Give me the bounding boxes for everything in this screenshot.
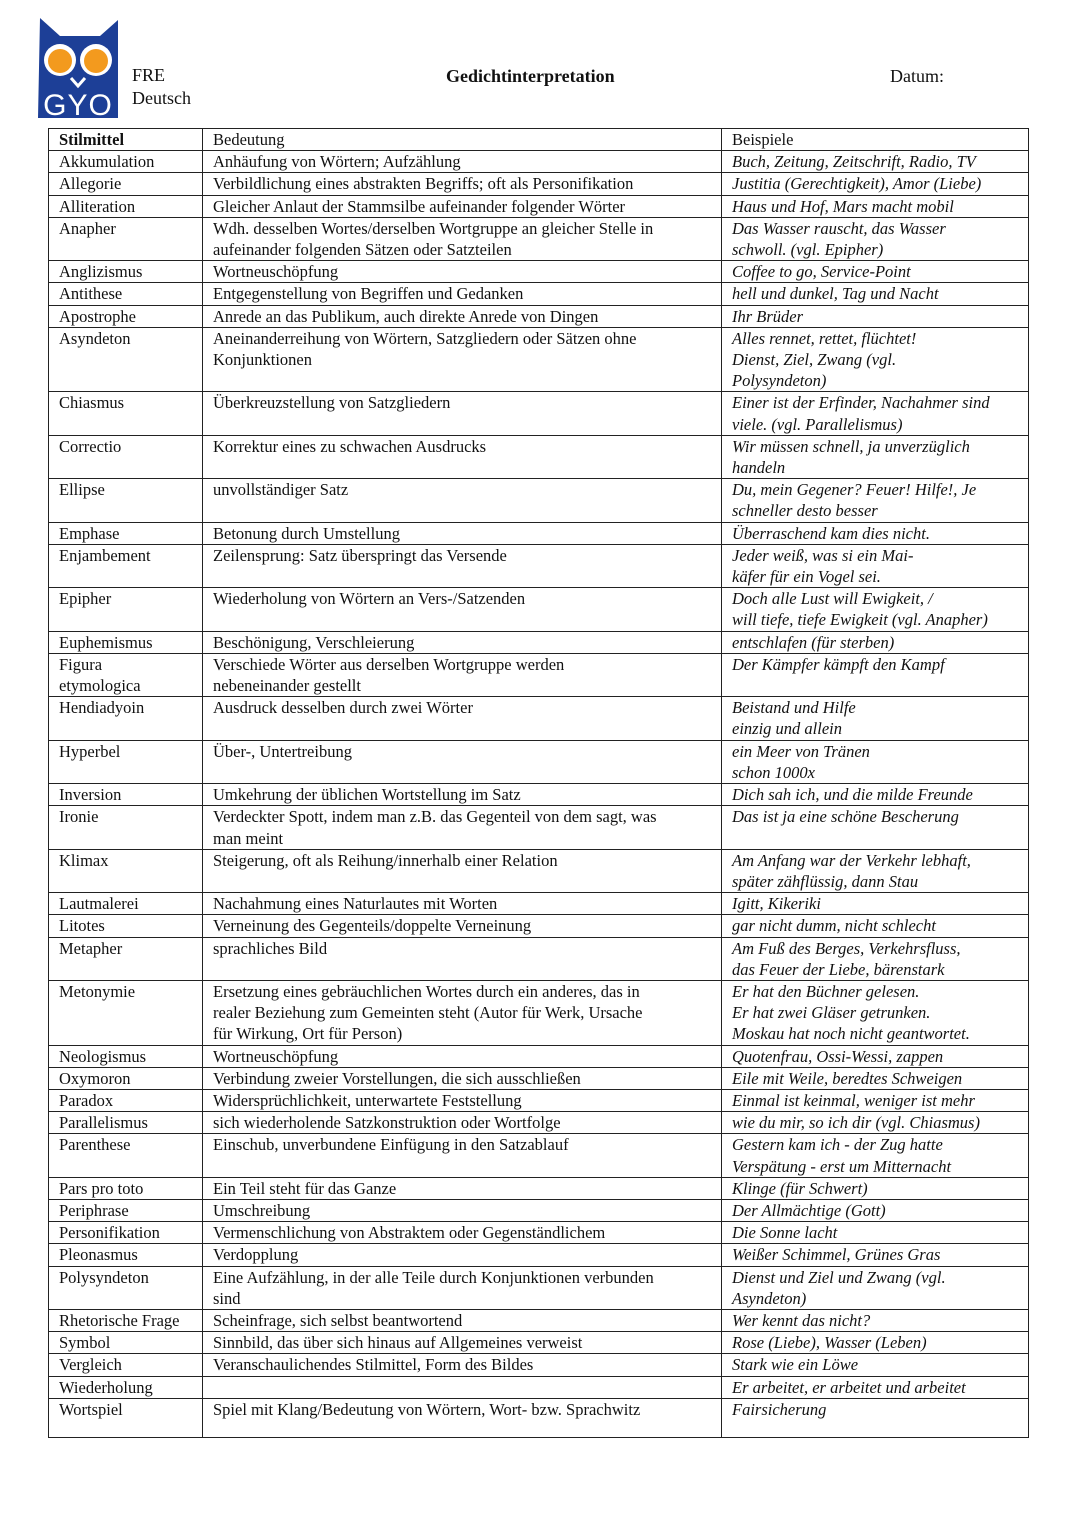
table-row [49, 1045, 1029, 1067]
beispiel-cell: Alles rennet, rettet, flüchtet! Dienst, Ziel, Zwang (vgl. Polysyndeton) [722, 327, 1029, 392]
table-row [49, 1309, 1029, 1331]
bedeutung-cell: Vermenschlichung von Abstraktem oder Gegenständlichem [203, 1222, 722, 1244]
table-row [49, 544, 1029, 587]
date-label: Datum: [890, 66, 944, 86]
table-row [49, 522, 1029, 544]
school-logo [38, 18, 122, 118]
stilmittel-cell: Parallelismus [49, 1112, 203, 1134]
stilmittel-cell: Hendiadyoin [49, 697, 203, 740]
stilmittel-cell: Wortspiel [49, 1398, 203, 1437]
bedeutung-cell: Spiel mit Klang/Bedeutung von Wörtern, Wort- bzw. Sprachwitz [203, 1398, 722, 1437]
owl-logo-icon [38, 18, 122, 118]
bedeutung-cell: Sinnbild, das über sich hinaus auf Allgemeines verweist [203, 1332, 722, 1354]
bedeutung-cell: sprachliches Bild [203, 937, 722, 980]
stilmittel-cell: Allegorie [49, 173, 203, 195]
bedeutung-cell: Anrede an das Publikum, auch direkte Anrede von Dingen [203, 305, 722, 327]
stilmittel-cell: Parenthese [49, 1134, 203, 1177]
bedeutung-cell: Beschönigung, Verschleierung [203, 631, 722, 653]
stilmittel-cell: Vergleich [49, 1354, 203, 1376]
stilmittel-cell: Figura etymologica [49, 653, 203, 696]
table-header-row [49, 129, 1029, 151]
stilmittel-cell: Wiederholung [49, 1376, 203, 1398]
stilmittel-cell: Neologismus [49, 1045, 203, 1067]
bedeutung-cell: Verbindung zweier Vorstellungen, die sich ausschließen [203, 1067, 722, 1089]
table-row [49, 195, 1029, 217]
stilmittel-cell: Inversion [49, 784, 203, 806]
table-row [49, 631, 1029, 653]
table-row [49, 261, 1029, 283]
bedeutung-cell: Ausdruck desselben durch zwei Wörter [203, 697, 722, 740]
beispiel-cell: ein Meer von Tränen schon 1000x [722, 740, 1029, 783]
beispiel-cell: Die Sonne lacht [722, 1222, 1029, 1244]
table-row [49, 588, 1029, 631]
table-row [49, 1089, 1029, 1111]
bedeutung-cell: Steigerung, oft als Reihung/innerhalb einer Relation [203, 849, 722, 892]
bedeutung-cell: Überkreuzstellung von Satzgliedern [203, 392, 722, 435]
bedeutung-cell: Widersprüchlichkeit, unterwartete Feststellung [203, 1089, 722, 1111]
stilmittel-cell: Anapher [49, 217, 203, 260]
stilmittel-cell: Ironie [49, 806, 203, 849]
table-row [49, 1376, 1029, 1398]
stilmittel-cell: Paradox [49, 1089, 203, 1111]
table-row [49, 1244, 1029, 1266]
beispiel-cell: Das Wasser rauscht, das Wasser schwoll. (vgl. Epipher) [722, 217, 1029, 260]
bedeutung-cell [203, 1376, 722, 1398]
beispiel-cell: Du, mein Gegener? Feuer! Hilfe!, Je schneller desto besser [722, 479, 1029, 522]
bedeutung-cell: Wortneuschöpfung [203, 261, 722, 283]
column-header-stilmittel: Stilmittel [49, 129, 203, 151]
bedeutung-cell: Scheinfrage, sich selbst beantwortend [203, 1309, 722, 1331]
bedeutung-cell: Anhäufung von Wörtern; Aufzählung [203, 151, 722, 173]
table-row [49, 151, 1029, 173]
stilmittel-cell: Anglizismus [49, 261, 203, 283]
table-row [49, 173, 1029, 195]
beispiel-cell: Gestern kam ich - der Zug hatte Verspätung - erst um Mitternacht [722, 1134, 1029, 1177]
bedeutung-cell: Nachahmung eines Naturlautes mit Worten [203, 893, 722, 915]
table-row [49, 806, 1029, 849]
stilmittel-cell: Pars pro toto [49, 1177, 203, 1199]
beispiel-cell: Der Allmächtige (Gott) [722, 1199, 1029, 1221]
beispiel-cell: Doch alle Lust will Ewigkeit, / will tiefe, tiefe Ewigkeit (vgl. Anapher) [722, 588, 1029, 631]
beispiel-cell: Überraschend kam dies nicht. [722, 522, 1029, 544]
beispiel-cell: Das ist ja eine schöne Bescherung [722, 806, 1029, 849]
beispiel-cell: Jeder weiß, was si ein Mai- käfer für ein Vogel sei. [722, 544, 1029, 587]
stilmittel-cell: Akkumulation [49, 151, 203, 173]
beispiel-cell: Er hat den Büchner gelesen. Er hat zwei Gläser getrunken. Moskau hat noch nicht geantwortet. [722, 980, 1029, 1045]
svg-text:GYO: GYO [43, 89, 113, 118]
table-row [49, 435, 1029, 478]
stilmittel-cell: Euphemismus [49, 631, 203, 653]
beispiel-cell: Wer kennt das nicht? [722, 1309, 1029, 1331]
stilmittel-cell: Chiasmus [49, 392, 203, 435]
beispiel-cell: Wir müssen schnell, ja unverzüglich handeln [722, 435, 1029, 478]
header-subject [132, 64, 191, 110]
stilmittel-cell: Periphrase [49, 1199, 203, 1221]
bedeutung-cell: Verbildlichung eines abstrakten Begriffs; oft als Personifikation [203, 173, 722, 195]
beispiel-cell: Fairsicherung [722, 1398, 1029, 1437]
table-row [49, 740, 1029, 783]
stilmittel-cell: Antithese [49, 283, 203, 305]
table-row [49, 1177, 1029, 1199]
bedeutung-cell: Verdopplung [203, 1244, 722, 1266]
header-line-2: Deutsch [132, 88, 191, 108]
bedeutung-cell: Über-, Untertreibung [203, 740, 722, 783]
beispiel-cell: Haus und Hof, Mars macht mobil [722, 195, 1029, 217]
table-row [49, 849, 1029, 892]
table-row [49, 1134, 1029, 1177]
bedeutung-cell: Verdeckter Spott, indem man z.B. das Gegenteil von dem sagt, was man meint [203, 806, 722, 849]
beispiel-cell: gar nicht dumm, nicht schlecht [722, 915, 1029, 937]
stilmittel-cell: Emphase [49, 522, 203, 544]
beispiel-cell: Quotenfrau, Ossi-Wessi, zappen [722, 1045, 1029, 1067]
table-row [49, 1332, 1029, 1354]
bedeutung-cell: Betonung durch Umstellung [203, 522, 722, 544]
table-row [49, 1112, 1029, 1134]
bedeutung-cell: Eine Aufzählung, in der alle Teile durch Konjunktionen verbunden sind [203, 1266, 722, 1309]
stilmittel-cell: Oxymoron [49, 1067, 203, 1089]
table-row [49, 937, 1029, 980]
stilmittel-cell: Pleonasmus [49, 1244, 203, 1266]
stilmittel-cell: Symbol [49, 1332, 203, 1354]
beispiel-cell: Er arbeitet, er arbeitet und arbeitet [722, 1376, 1029, 1398]
bedeutung-cell: Korrektur eines zu schwachen Ausdrucks [203, 435, 722, 478]
stilmittel-cell: Metapher [49, 937, 203, 980]
stilmittel-cell: Metonymie [49, 980, 203, 1045]
stilmittel-cell: Enjambement [49, 544, 203, 587]
table-row [49, 915, 1029, 937]
stilmittel-cell: Klimax [49, 849, 203, 892]
beispiel-cell: Einer ist der Erfinder, Nachahmer sind viele. (vgl. Parallelismus) [722, 392, 1029, 435]
beispiel-cell: Einmal ist keinmal, weniger ist mehr [722, 1089, 1029, 1111]
table-row [49, 283, 1029, 305]
table-row [49, 980, 1029, 1045]
stilmittel-cell: Polysyndeton [49, 1266, 203, 1309]
table-row [49, 784, 1029, 806]
beispiel-cell: entschlafen (für sterben) [722, 631, 1029, 653]
beispiel-cell: Stark wie ein Löwe [722, 1354, 1029, 1376]
table-row [49, 479, 1029, 522]
bedeutung-cell: Einschub, unverbundene Einfügung in den Satzablauf [203, 1134, 722, 1177]
bedeutung-cell: Gleicher Anlaut der Stammsilbe aufeinander folgender Wörter [203, 195, 722, 217]
table-row [49, 1067, 1029, 1089]
stilmittel-cell: Rhetorische Frage [49, 1309, 203, 1331]
stilmittel-cell: Hyperbel [49, 740, 203, 783]
table-row [49, 653, 1029, 696]
beispiel-cell: Am Anfang war der Verkehr lebhaft, später zähflüssig, dann Stau [722, 849, 1029, 892]
beispiel-cell: Buch, Zeitung, Zeitschrift, Radio, TV [722, 151, 1029, 173]
bedeutung-cell: unvollständiger Satz [203, 479, 722, 522]
stilmittel-table [48, 128, 1029, 1438]
bedeutung-cell: Umkehrung der üblichen Wortstellung im Satz [203, 784, 722, 806]
stilmittel-cell: Ellipse [49, 479, 203, 522]
table-row [49, 1398, 1029, 1437]
column-header-beispiele: Beispiele [722, 129, 1029, 151]
beispiel-cell: Der Kämpfer kämpft den Kampf [722, 653, 1029, 696]
stilmittel-cell: Lautmalerei [49, 893, 203, 915]
beispiel-cell: Dich sah ich, und die milde Freunde [722, 784, 1029, 806]
beispiel-cell: Dienst und Ziel und Zwang (vgl. Asyndeton) [722, 1266, 1029, 1309]
table-row [49, 392, 1029, 435]
beispiel-cell: Beistand und Hilfe einzig und allein [722, 697, 1029, 740]
beispiel-cell: Rose (Liebe), Wasser (Leben) [722, 1332, 1029, 1354]
stilmittel-cell: Apostrophe [49, 305, 203, 327]
beispiel-cell: Klinge (für Schwert) [722, 1177, 1029, 1199]
header-line-1: FRE [132, 65, 166, 85]
stilmittel-cell: Asyndeton [49, 327, 203, 392]
bedeutung-cell: Verneinung des Gegenteils/doppelte Verneinung [203, 915, 722, 937]
table-row [49, 1199, 1029, 1221]
beispiel-cell: Ihr Brüder [722, 305, 1029, 327]
beispiel-cell: Coffee to go, Service-Point [722, 261, 1029, 283]
table-row [49, 697, 1029, 740]
bedeutung-cell: Umschreibung [203, 1199, 722, 1221]
bedeutung-cell: Ein Teil steht für das Ganze [203, 1177, 722, 1199]
bedeutung-cell: Entgegenstellung von Begriffen und Gedanken [203, 283, 722, 305]
beispiel-cell: Justitia (Gerechtigkeit), Amor (Liebe) [722, 173, 1029, 195]
bedeutung-cell: Ersetzung eines gebräuchlichen Wortes durch ein anderes, das in realer Beziehung zum Gemeinten steht (Autor für Werk, Ursache für Wirkung, Ort für Person) [203, 980, 722, 1045]
beispiel-cell: wie du mir, so ich dir (vgl. Chiasmus) [722, 1112, 1029, 1134]
bedeutung-cell: Zeilensprung: Satz überspringt das Versende [203, 544, 722, 587]
table-row [49, 1222, 1029, 1244]
bedeutung-cell: sich wiederholende Satzkonstruktion oder Wortfolge [203, 1112, 722, 1134]
bedeutung-cell: Wdh. desselben Wortes/derselben Wortgruppe an gleicher Stelle in aufeinander folgenden Sätzen oder Satzteilen [203, 217, 722, 260]
table-row [49, 217, 1029, 260]
bedeutung-cell: Wortneuschöpfung [203, 1045, 722, 1067]
stilmittel-cell: Personifikation [49, 1222, 203, 1244]
stilmittel-cell: Alliteration [49, 195, 203, 217]
bedeutung-cell: Aneinanderreihung von Wörtern, Satzgliedern oder Sätzen ohne Konjunktionen [203, 327, 722, 392]
stilmittel-cell: Correctio [49, 435, 203, 478]
beispiel-cell: hell und dunkel, Tag und Nacht [722, 283, 1029, 305]
table-row [49, 893, 1029, 915]
stilmittel-cell: Litotes [49, 915, 203, 937]
column-header-bedeutung: Bedeutung [203, 129, 722, 151]
bedeutung-cell: Wiederholung von Wörtern an Vers-/Satzenden [203, 588, 722, 631]
stilmittel-cell: Epipher [49, 588, 203, 631]
page-title: Gedichtinterpretation [446, 66, 615, 86]
beispiel-cell: Igitt, Kikeriki [722, 893, 1029, 915]
table-row [49, 327, 1029, 392]
bedeutung-cell: Veranschaulichendes Stilmittel, Form des Bildes [203, 1354, 722, 1376]
bedeutung-cell: Verschiede Wörter aus derselben Wortgruppe werden nebeneinander gestellt [203, 653, 722, 696]
table-row [49, 305, 1029, 327]
table-row [49, 1354, 1029, 1376]
beispiel-cell: Am Fuß des Berges, Verkehrsfluss, das Feuer der Liebe, bärenstark [722, 937, 1029, 980]
table-row [49, 1266, 1029, 1309]
beispiel-cell: Weißer Schimmel, Grünes Gras [722, 1244, 1029, 1266]
beispiel-cell: Eile mit Weile, beredtes Schweigen [722, 1067, 1029, 1089]
